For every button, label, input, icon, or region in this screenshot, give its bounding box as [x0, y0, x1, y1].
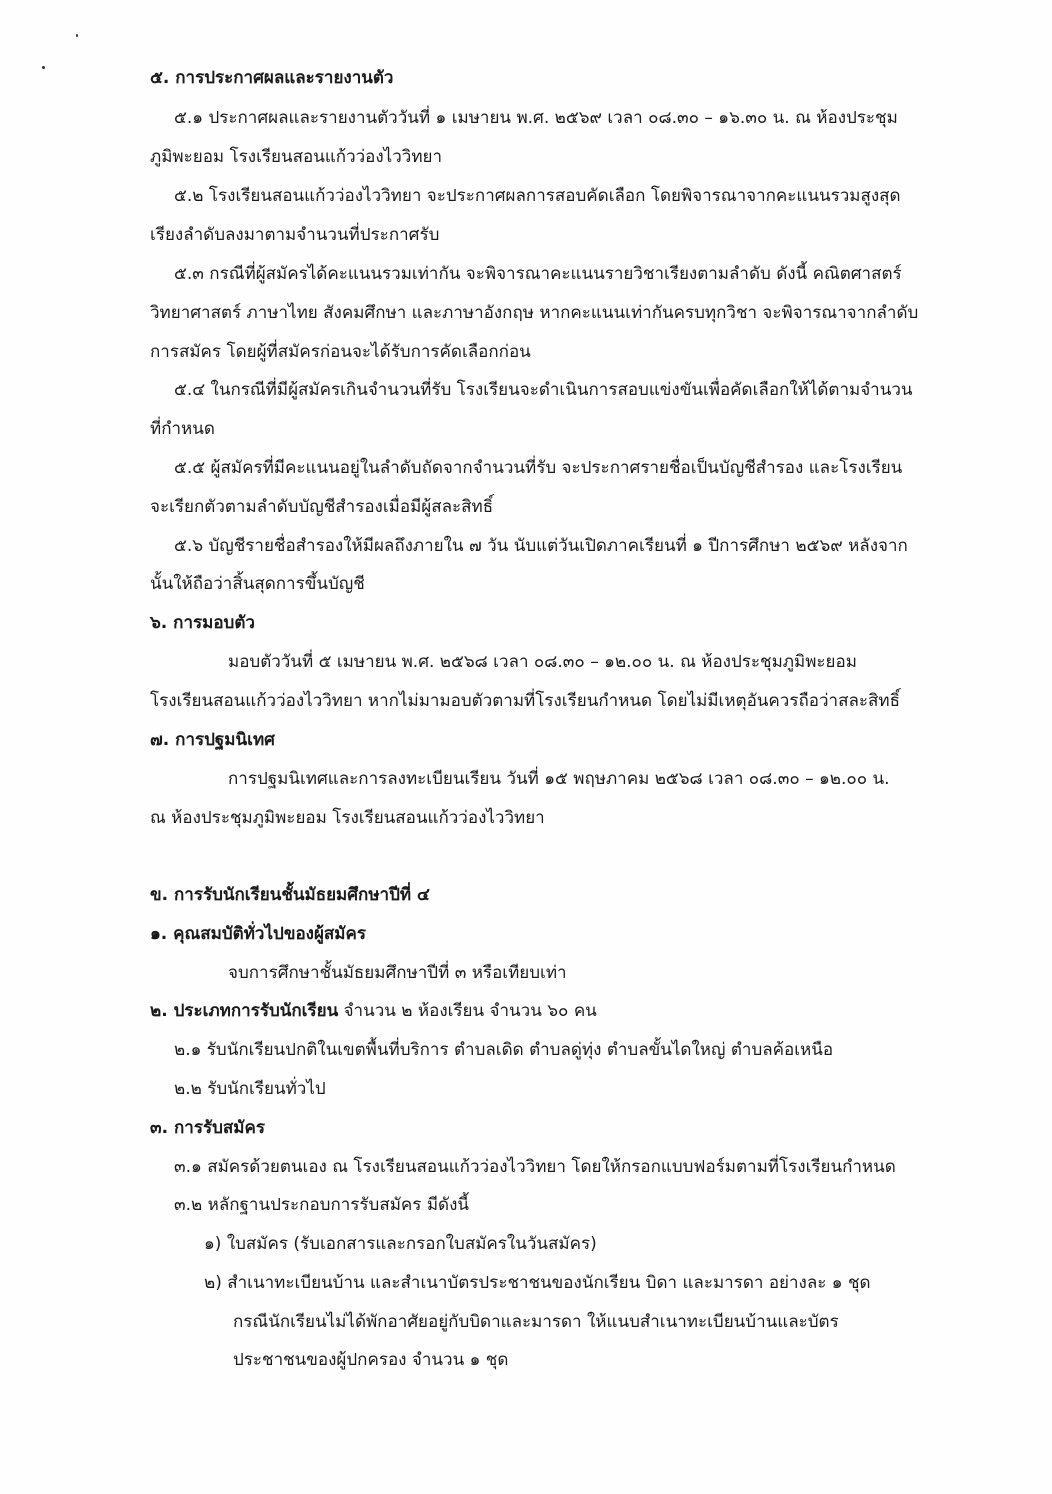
- section-7-line-1: การปฐมนิเทศและการลงทะเบียนเรียน วันที่ ๑๕ พฤษภาคม ๒๕๖๘ เวลา ๐๘.๓๐ – ๑๒.๐๐ น.: [228, 769, 890, 789]
- paragraph-5-4-line-1: ๕.๔ ในกรณีที่มีผู้สมัครเกินจำนวนที่รับ โรงเรียนจะดำเนินการสอบแข่งขันเพื่อคัดเลือกให้ได้ตามจำนวน: [174, 380, 913, 400]
- section-6-line-1: มอบตัววันที่ ๕ เมษายน พ.ศ. ๒๕๖๘ เวลา ๐๘.๓๐ – ๑๒.๐๐ น. ณ ห้องประชุมภูมิพะยอม: [228, 652, 857, 672]
- paragraph-5-5-line-1: ๕.๕ ผู้สมัครที่มีคะแนนอยู่ในลำดับถัดจากจำนวนที่รับ จะประกาศรายชื่อเป็นบัญชีสำรอง และโรงเรียน: [174, 458, 903, 478]
- part-b-section-3-2-item-1: ๑) ใบสมัคร (รับเอกสารและกรอกใบสมัครในวันสมัคร): [204, 1234, 597, 1254]
- paragraph-5-1-line-2: ภูมิพะยอม โรงเรียนสอนแก้วว่องไววิทยา: [150, 147, 443, 167]
- part-b-section-3-heading: ๓. การรับสมัคร: [150, 1118, 265, 1138]
- part-b-section-1-line-1: จบการศึกษาชั้นมัธยมศึกษาปีที่ ๓ หรือเทียบเท่า: [228, 963, 567, 983]
- part-b-section-2-1: ๒.๑ รับนักเรียนปกติในเขตพื้นที่บริการ ตำบลเดิด ตำบลดู่ทุ่ง ตำบลขั้นไดใหญ่ ตำบลค้อเหนือ: [174, 1040, 834, 1060]
- section-7-line-2: ณ ห้องประชุมภูมิพะยอม โรงเรียนสอนแก้วว่องไววิทยา: [150, 808, 545, 828]
- part-b-section-3-2-item-2-line-1: ๒) สำเนาทะเบียนบ้าน และสำเนาบัตรประชาชนของนักเรียน บิดา และมารดา อย่างละ ๑ ชุด: [204, 1273, 871, 1293]
- paragraph-5-2-line-1: ๕.๒ โรงเรียนสอนแก้วว่องไววิทยา จะประกาศผลการสอบคัดเลือก โดยพิจารณาจากคะแนนรวมสูงสุด: [174, 186, 901, 206]
- paragraph-5-3-line-1: ๕.๓ กรณีที่ผู้สมัครได้คะแนนรวมเท่ากัน จะพิจารณาคะแนนรายวิชาเรียงตามลำดับ ดังนี้ คณิตศาสตร์: [174, 264, 902, 284]
- paragraph-5-4-line-2: ที่กำหนด: [150, 419, 215, 439]
- part-b-section-3-2-item-2-line-3: ประชาชนของผู้ปกครอง จำนวน ๑ ชุด: [233, 1350, 509, 1370]
- part-b-section-2-2: ๒.๒ รับนักเรียนทั่วไป: [174, 1079, 326, 1099]
- paragraph-5-1-line-1: ๕.๑ ประกาศผลและรายงานตัววันที่ ๑ เมษายน พ.ศ. ๒๕๖๙ เวลา ๐๘.๓๐ – ๑๖.๓๐ น. ณ ห้องประชุม: [174, 108, 898, 128]
- paragraph-5-5-line-2: จะเรียกตัวตามลำดับบัญชีสำรองเมื่อมีผู้สละสิทธิ์: [150, 497, 494, 517]
- paragraph-5-3-line-3: การสมัคร โดยผู้ที่สมัครก่อนจะได้รับการคัดเลือกก่อน: [150, 342, 531, 362]
- scan-speck: [76, 34, 78, 37]
- part-b-section-3-2: ๓.๒ หลักฐานประกอบการรับสมัคร มีดังนี้: [174, 1195, 469, 1215]
- part-b-section-1-heading: ๑. คุณสมบัติทั่วไปของผู้สมัคร: [150, 924, 366, 944]
- section-5-heading: ๕. การประกาศผลและรายงานตัว: [150, 68, 394, 88]
- part-b-section-2-heading-rest: จำนวน ๒ ห้องเรียน จำนวน ๖๐ คน: [338, 1001, 597, 1021]
- part-b-heading: ข. การรับนักเรียนชั้นมัธยมศึกษาปีที่ ๔: [150, 885, 430, 905]
- part-b-section-2-heading: ๒. ประเภทการรับนักเรียน: [150, 1001, 339, 1021]
- paragraph-5-6-line-1: ๕.๖ บัญชีรายชื่อสำรองให้มีผลถึงภายใน ๗ วัน นับแต่วันเปิดภาคเรียนที่ ๑ ปีการศึกษา ๒๕๖๙ หลังจาก: [174, 536, 908, 556]
- scan-speck: [42, 66, 45, 69]
- section-7-heading: ๗. การปฐมนิเทศ: [150, 730, 275, 750]
- paragraph-5-3-line-2: วิทยาศาสตร์ ภาษาไทย สังคมศึกษา และภาษาอังกฤษ หากคะแนนเท่ากันครบทุกวิชา จะพิจารณาจากลำดับ: [150, 303, 919, 323]
- part-b-section-3-2-item-2-line-2: กรณีนักเรียนไม่ได้พักอาศัยอยู่กับบิดาและมารดา ให้แนบสำเนาทะเบียนบ้านและบัตร: [233, 1312, 839, 1332]
- section-6-line-2: โรงเรียนสอนแก้วว่องไววิทยา หากไม่มามอบตัวตามที่โรงเรียนกำหนด โดยไม่มีเหตุอันควรถือว่าสละสิทธิ์: [150, 691, 900, 711]
- part-b-section-2-heading-line: [150, 1000, 597, 1022]
- part-b-section-3-1: ๓.๑ สมัครด้วยตนเอง ณ โรงเรียนสอนแก้วว่องไววิทยา โดยให้กรอกแบบฟอร์มตามที่โรงเรียนกำหนด: [174, 1157, 896, 1177]
- paragraph-5-2-line-2: เรียงลำดับลงมาตามจำนวนที่ประกาศรับ: [150, 225, 440, 245]
- section-6-heading: ๖. การมอบตัว: [150, 613, 255, 633]
- paragraph-5-6-line-2: นั้นให้ถือว่าสิ้นสุดการขึ้นบัญชี: [150, 574, 365, 594]
